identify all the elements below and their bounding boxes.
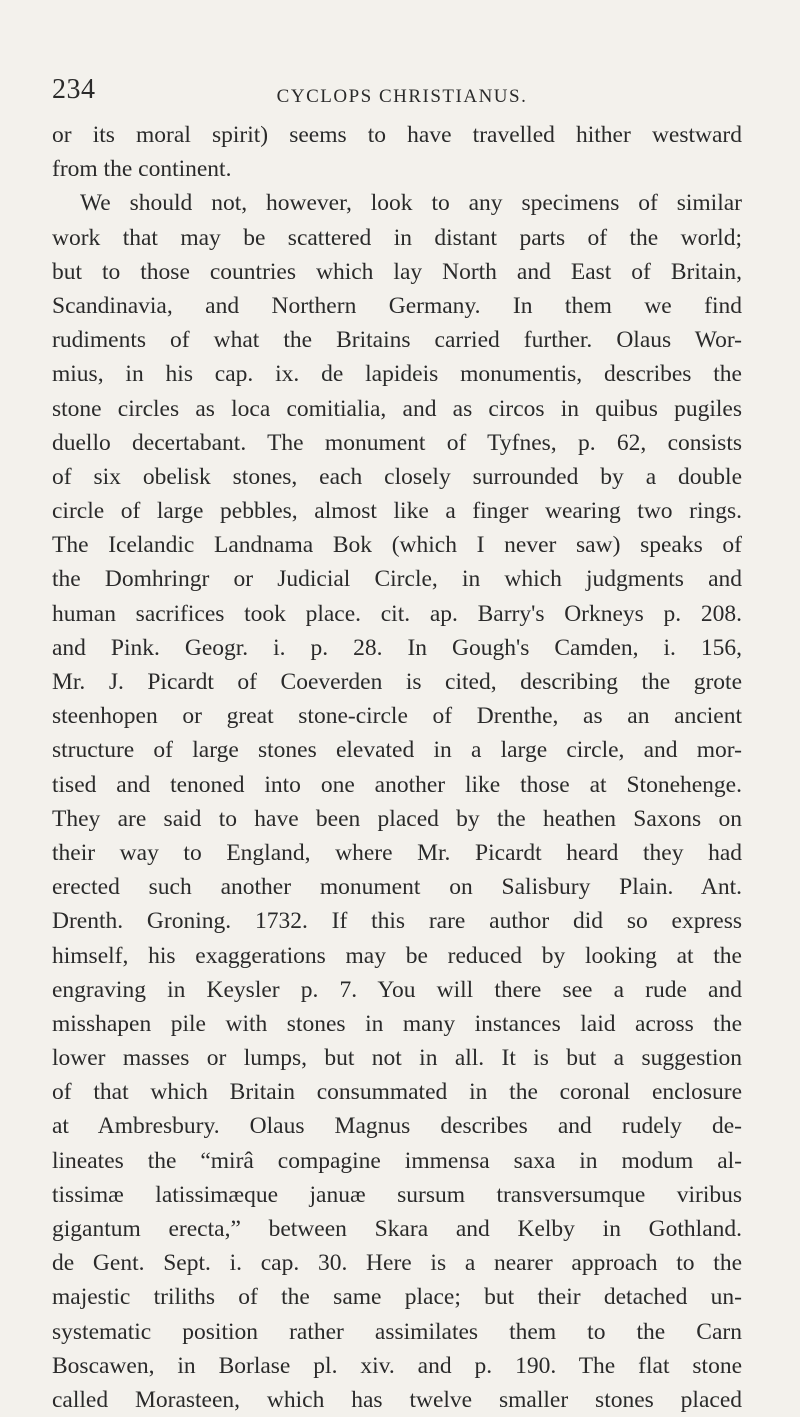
page-number: 234 — [52, 74, 96, 105]
text-line: misshapen pile with stones in many instances laid across the — [52, 1010, 742, 1037]
text-line: mius, in his cap. ix. de lapideis monumentis, describes the — [52, 361, 742, 388]
text-line: steenhopen or great stone-circle of Drenthe, as an ancient — [52, 703, 742, 730]
text-line: lineates the “mirâ compagine immensa saxa in modum al- — [52, 1147, 742, 1174]
text-line: de Gent. Sept. i. cap. 30. Here is a nearer approach to the — [52, 1250, 742, 1277]
text-line: systematic position rather assimilates them to the Carn — [52, 1318, 742, 1345]
text-line: Mr. J. Picardt of Coeverden is cited, describing the grote — [52, 669, 742, 695]
text-line: Scandinavia, and Northern Germany. In them we find — [52, 292, 742, 319]
text-line: at Ambresbury. Olaus Magnus describes and rudely de- — [52, 1113, 742, 1140]
text-line: We should not, however, look to any specimens of similar — [80, 190, 742, 217]
text-line: Drenth. Groning. 1732. If this rare author did so express — [52, 908, 742, 935]
text-line: majestic triliths of the same place; but their detached un- — [52, 1284, 742, 1311]
text-line: gigantum erecta,” between Skara and Kelby in Gothland. — [52, 1216, 742, 1242]
text-line: himself, his exaggerations may be reduced by looking at the — [52, 942, 742, 969]
text-line: The Icelandic Landnama Bok (which I never saw) speaks of — [52, 532, 742, 559]
text-line: of six obelisk stones, each closely surrounded by a double — [52, 463, 742, 490]
text-line: their way to England, where Mr. Picardt heard they had — [52, 839, 742, 866]
text-line: structure of large stones elevated in a large circle, and mor- — [52, 737, 742, 764]
body-text — [52, 118, 742, 1417]
text-line: stone circles as loca comitialia, and as circos in quibus pugiles — [52, 395, 742, 422]
text-line: and Pink. Geogr. i. p. 28. In Gough's Camden, i. 156, — [52, 634, 742, 661]
text-line: Boscawen, in Borlase pl. xiv. and p. 190. The flat stone — [52, 1352, 742, 1379]
text-line: human sacrifices took place. cit. ap. Barry's Orkneys p. 208. — [52, 600, 742, 627]
text-line: erected such another monument on Salisbury Plain. Ant. — [52, 874, 742, 901]
text-line: duello decertabant. The monument of Tyfnes, p. 62, consists — [52, 429, 742, 456]
text-line: of that which Britain consummated in the coronal enclosure — [52, 1079, 742, 1106]
text-line: called Morasteen, which has twelve smaller stones placed — [52, 1386, 742, 1413]
text-line: work that may be scattered in distant parts of the world; — [52, 224, 742, 251]
text-line: the Domhringr or Judicial Circle, in which judgments and — [52, 566, 742, 593]
text-line: lower masses or lumps, but not in all. It is but a suggestion — [52, 1045, 742, 1072]
text-line: engraving in Keysler p. 7. You will there see a rude and — [52, 976, 742, 1003]
text-line: tised and tenoned into one another like those at Stonehenge. — [52, 771, 742, 798]
text-line: They are said to have been placed by the heathen Saxons on — [52, 805, 742, 832]
text-line: tissimæ latissimæque januæ sursum transversumque viribus — [52, 1181, 742, 1208]
text-line: rudiments of what the Britains carried further. Olaus Wor- — [52, 327, 742, 354]
running-title: CYCLOPS CHRISTIANUS. — [276, 86, 528, 107]
text-line: from the continent. — [52, 156, 232, 183]
text-line: but to those countries which lay North and East of Britain, — [52, 258, 742, 285]
page-header — [52, 74, 752, 114]
text-line: circle of large pebbles, almost like a finger wearing two rings. — [52, 498, 742, 525]
text-line: or its moral spirit) seems to have travelled hither westward — [52, 122, 742, 148]
